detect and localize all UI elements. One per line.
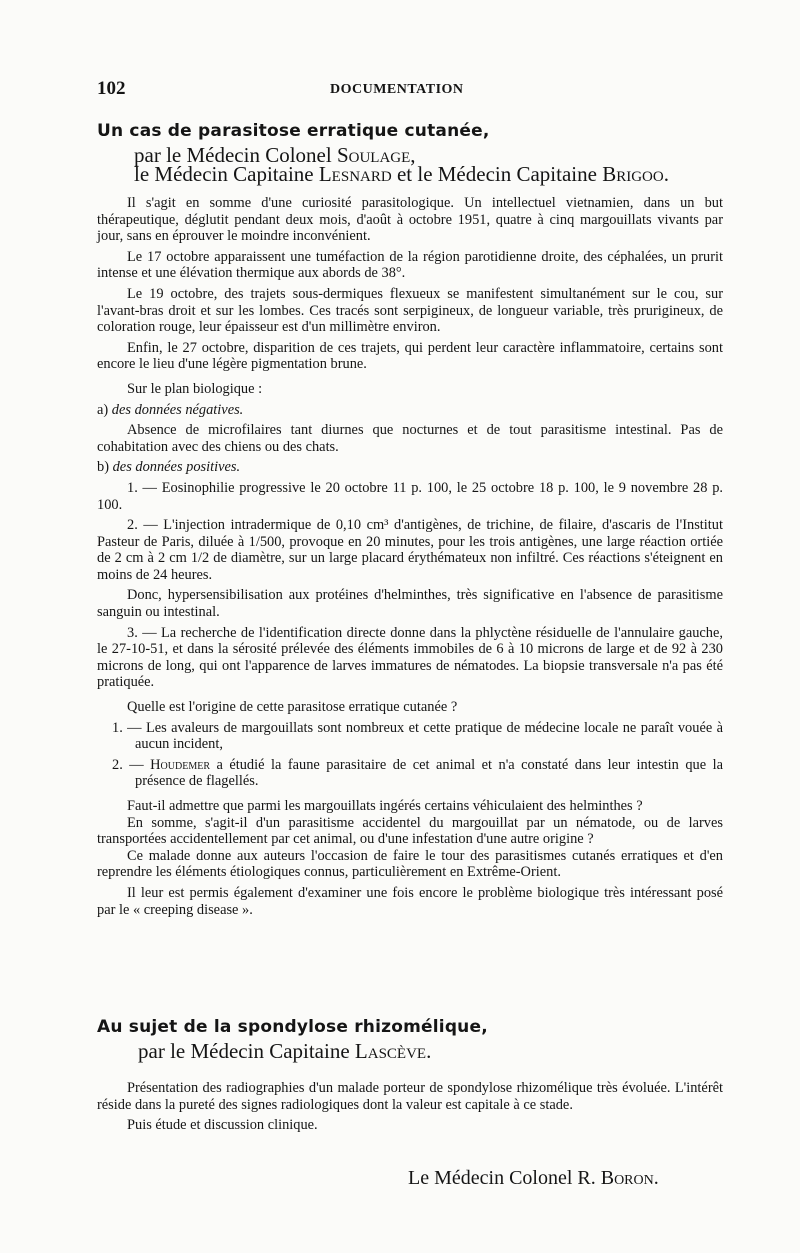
list-marker: b) — [97, 459, 109, 476]
paragraph: Quelle est l'origine de cette parasitose erratique cutanée ? — [127, 699, 458, 716]
paragraph: Enfin, le 27 octobre, disparition de ces trajets, qui perdent leur caractère inflammatoire, certains sont encore le lieu d'une légère pigmentation brune. — [97, 339, 723, 373]
author-name: Houdemer — [150, 756, 210, 773]
article-2-title: Au sujet de la spondylose rhizomélique, — [97, 1017, 488, 1037]
author-name: Lesnard — [318, 162, 392, 186]
byline-text: par le Médecin Colonel — [134, 143, 337, 167]
paragraph: Ce malade donne aux auteurs l'occasion de faire le tour des parasitismes cutanés erratiques et d'en reprendre les éléments étiologiques connus, particulièrement en Extrême-Orient. — [97, 847, 723, 881]
paragraph: Il leur est permis également d'examiner une fois encore le problème biologique très intéressant posé par le « creeping disease ». — [97, 884, 723, 918]
list-marker: 2. — — [112, 756, 151, 773]
subheading-b — [97, 459, 723, 476]
subheading-a — [97, 402, 723, 419]
paragraph: Le 19 octobre, des trajets sous-dermiques flexueux se manifestent simultanément sur le cou, sur l'avant-bras droit et sur les lombes. Ces tracés sont serpigineux, de longueur variable, très prurigineux, de coloration rouge, leur épaisseur est d'un millimètre environ. — [97, 285, 723, 336]
list-marker: a) — [97, 401, 109, 418]
paragraph: Présentation des radiographies d'un malade porteur de spondylose rhizomélique très évoluée. L'intérêt réside dans la pureté des signes radiologiques dont la valeur est capitale à ce stade. — [97, 1080, 723, 1113]
running-head — [0, 78, 800, 102]
author-name: Lascève. — [354, 1039, 432, 1063]
author-name: Brigoo. — [602, 162, 669, 186]
paragraph: Puis étude et discussion clinique. — [127, 1117, 318, 1134]
paragraph: 3. — La recherche de l'identification directe donne dans la phlyctène résiduelle de l'annulaire gauche, le 27-10-51, et dans la sérosité prélevée des éléments immobiles de 6 à 10 microns de large et de 92 à 230 microns de long, qui ont l'apparence de larves immatures de nématodes. La biopsie transversale n'a pas été pratiquée. — [97, 624, 723, 691]
paragraph: Sur le plan biologique : — [127, 380, 263, 397]
paragraph: Il s'agit en somme d'une curiosité parasitologique. Un intellectuel vietnamien, dans un but thérapeutique, déglutit pendant deux mois, d'août à octobre 1951, quatre à cinq margouillats vivants par jour, sans en éprouver le moindre inconvénient. — [97, 195, 723, 245]
article-1-title: Un cas de parasitose erratique cutanée, — [97, 121, 490, 141]
subheading-label: des données positives. — [112, 459, 241, 476]
article-1-byline-2 — [134, 163, 669, 185]
page-number: 102 — [97, 78, 126, 99]
paragraph: Faut-il admettre que parmi les margouillats ingérés certains véhiculaient des helminthes ? — [127, 798, 643, 814]
paragraph: Absence de microfilaires tant diurnes que nocturnes et de tout parasitisme intestinal. Pas de cohabitation avec des chiens ou des chats. — [97, 422, 723, 455]
subheading-label: des données négatives. — [111, 401, 244, 418]
article-2-byline — [138, 1040, 431, 1062]
paragraph: 1. — Eosinophilie progressive le 20 octobre 11 p. 100, le 25 octobre 18 p. 100, le 9 novembre 28 p. 100. — [97, 479, 723, 513]
list-item: 1. — Les avaleurs de margouillats sont nombreux et cette pratique de médecine locale ne paraît vouée à aucun incident, — [112, 719, 723, 753]
list-text: a étudié la faune parasitaire de cet animal et n'a constaté dans leur intestin que la présence de flagellés. — [135, 756, 723, 790]
author-name: Soulage, — [336, 143, 416, 167]
paragraph: 2. — L'injection intradermique de 0,10 cm³ d'antigènes, de trichine, de filaire, d'ascaris de l'Institut Pasteur de Paris, diluée à 1/500, provoque en 20 minutes, pour les trois antigènes, une large réaction ortiée de 2 cm à 2 cm 1/2 de diamètre, sur un large placard érythémateux non infiltré. Ces réactions s'éteignent en moins de 24 heures. — [97, 517, 723, 583]
byline-text: le Médecin Capitaine — [134, 162, 319, 186]
signature-text: Le Médecin Colonel R. — [408, 1167, 601, 1189]
paragraph: En somme, s'agit-il d'un parasitisme accidentel du margouillat par un nématode, ou de larves transportées accidentellement par cet animal, ou d'une infestation d'une autre origine ? — [97, 814, 723, 848]
article-1-body — [97, 195, 723, 918]
running-title: DOCUMENTATION — [330, 82, 464, 97]
byline-text: par le Médecin Capitaine — [138, 1039, 355, 1063]
byline-text: et le Médecin Capitaine — [391, 162, 603, 186]
article-2-body — [97, 1080, 723, 1134]
author-name: Boron. — [600, 1167, 659, 1189]
list-item — [97, 757, 723, 790]
signature — [408, 1167, 659, 1190]
paragraph: Le 17 octobre apparaissent une tuméfaction de la région parotidienne droite, des céphalées, un prurit intense et une élévation thermique aux abords de 38°. — [97, 248, 723, 282]
paragraph: Donc, hypersensibilisation aux protéines d'helminthes, très significative en l'absence de parasitisme sanguin ou intestinal. — [97, 587, 723, 621]
